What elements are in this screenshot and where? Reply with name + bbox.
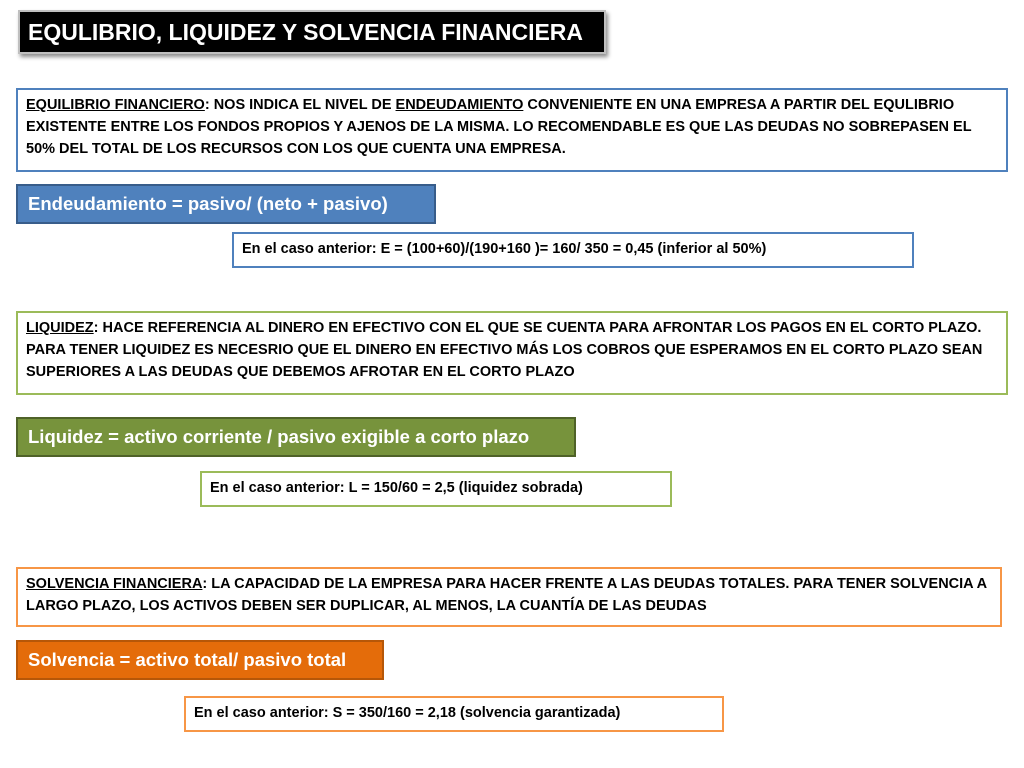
equilibrio-text-a: : NOS INDICA EL NIVEL DE	[204, 97, 396, 113]
equilibrio-definition	[16, 88, 1008, 172]
solvencia-text: : LA CAPACIDAD DE LA EMPRESA PARA HACER FRENTE A LAS DEUDAS TOTALES. PARA TENER SOLVENCIA A LARGO PLAZO, LOS ACTIVOS DEBEN SER DUPLICAR, AL MENOS, LA CUANTÍA DE LAS DEUDAS	[26, 576, 987, 614]
liquidez-text: : HACE REFERENCIA AL DINERO EN EFECTIVO CON EL QUE SE CUENTA PARA AFRONTAR LOS PAGOS EN EL CORTO PLAZO. PARA TENER LIQUIDEZ ES NECESRIO QUE EL DINERO EN EFECTIVO MÁS LOS COBROS QUE ESPERAMOS EN EL CORTO PLAZO SEAN SUPERIORES A LAS DEUDAS QUE DEBEMOS AFROTAR EN EL CORTO PLAZO	[26, 320, 983, 380]
liquidez-definition	[16, 311, 1008, 395]
equilibrio-term: EQUILIBRIO FINANCIERO	[26, 97, 205, 113]
equilibrio-text-b: CONVENIENTE EN UNA EMPRESA A PARTIR DEL EQULIBRIO EXISTENTE ENTRE LOS FONDOS PROPIOS Y AJENOS DE LA MISMA. LO RECOMENDABLE ES QUE LAS DEUDAS NO SOBREPASEN EL 50% DEL TOTAL DE LOS RECURSOS CON LOS QUE CUENTA UNA EMPRESA.	[26, 97, 972, 157]
solvencia-term: SOLVENCIA FINANCIERA	[26, 576, 203, 592]
liquidez-term: LIQUIDEZ	[26, 320, 94, 336]
slide-title: EQULIBRIO, LIQUIDEZ Y SOLVENCIA FINANCIERA	[18, 10, 606, 54]
liquidez-formula: Liquidez = activo corriente / pasivo exigible a corto plazo	[16, 417, 576, 457]
endeudamiento-formula: Endeudamiento = pasivo/ (neto + pasivo)	[16, 184, 436, 224]
liquidez-example: En el caso anterior: L = 150/60 = 2,5 (liquidez sobrada)	[200, 471, 672, 507]
solvencia-formula: Solvencia = activo total/ pasivo total	[16, 640, 384, 680]
solvencia-definition	[16, 567, 1002, 627]
equilibrio-keyword: ENDEUDAMIENTO	[395, 97, 524, 113]
solvencia-example: En el caso anterior: S = 350/160 = 2,18 (solvencia garantizada)	[184, 696, 724, 732]
endeudamiento-example: En el caso anterior: E = (100+60)/(190+160 )= 160/ 350 = 0,45 (inferior al 50%)	[232, 232, 914, 268]
